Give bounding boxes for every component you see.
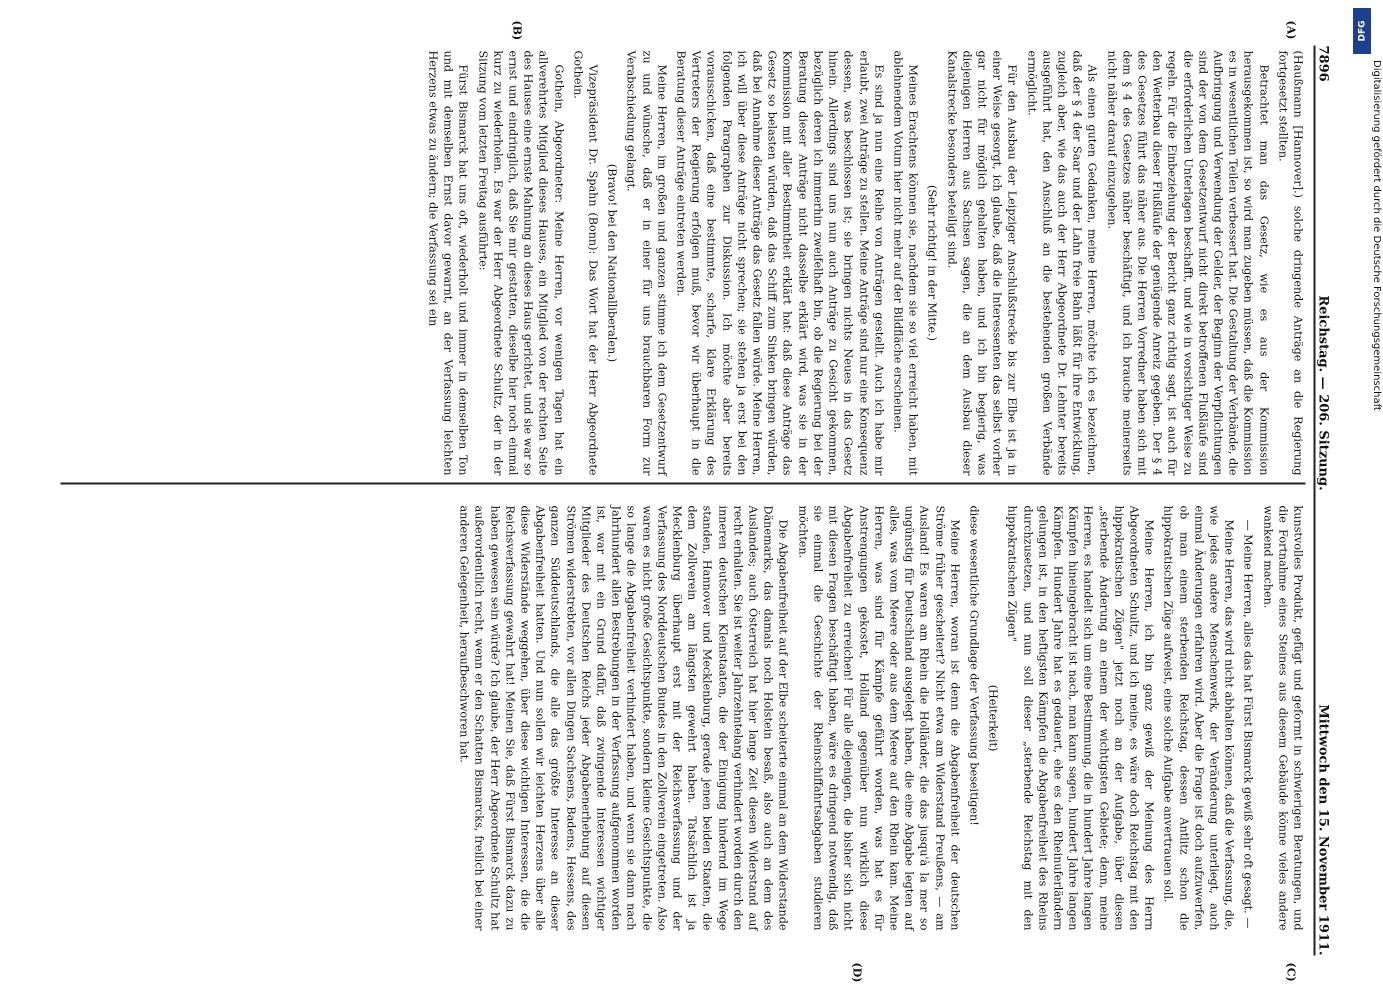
paragraph: Betrachtet man das Gesetz, wie es aus der Kommission herausgekommen ist, so wird man zugeben müssen, daß die Kommission es in wesentlichen Teilen verbessert hat. Die Gestaltung der Verbände, die Aufbringung und Verwendung der Gelder, der Beginn der Verpflichtungen sind der von dem Gesetzentwurf nicht direkt betroffenen Flußläufe sind die erforderlichen Unterlagen beschafft, und wie in vorsichtiger Weise zu regeln. Für die Einbeziehung der Bericht ganz richtig sagt, ist auch für den Wetterbau dieser Flußläufe der genügende Anreiz gegeben. Der § 4 des Gesetzes führt das näher aus. Die Herren Vorredner haben sich mit dem § 4 des Gesetzes näher beschäftigt, und ich brauche meinerseits nicht näher darauf einzugehen. (1104, 50, 1270, 476)
paragraph: Meine Herren, ich bin ganz gewiß der Meinung des Herrn Abgeordneten Schultz, und ich meine, es wäre doch Reichstag mit den hippokratischen Zügen" jetzt noch an der Aufgabe, über diesen „sterbende Änderung an einem der wichtigsten Gebiete; denn, meine Herren, es handelt sich um eine Bestimmung, die in hundert Jahre langen Kämpfen hineingebracht ist nach, man kann sagen, hundert Jahre langen Kämpfen. Hundert Jahre hat es gedauert, ehe es den Rheinuferländern gelungen ist, in den heftigsten Kämpfen die Abgabenfreiheit des Rheins durchzusetzen, und nun soll dieser „sterbende Reichstag mit den hippokratischen Zügen" (1005, 505, 1156, 931)
paragraph: — Meine Herren, alles das hat Fürst Bismarck gewiß sehr oft gesagt. — (1241, 519, 1255, 929)
interjection: (Heiterkeit) (986, 684, 1000, 752)
paragraph: Meine Herren, das wird nicht abhalten können, daß die Verfassung, die, wie jedes andere Menschenwerk, der Veränderung unterliegt, auch einmal Änderungen erfahren wird. Aber die Frage ist doch aufzuwerfen, ob man einem sterbenden Reichstag, dessen Antlitz schon die hippokratischen Züge aufweist, eine solche Aufgabe anvertrauen soll. (1161, 505, 1236, 931)
paragraph: Als einen guten Gedanken, meine Herren, möchte ich es bezeichnen, daß der § 4 der Saar und der Lahn freie Bahn läßt für ihre Entwicklung, zugleich aber, wie das auch der Herr Abgeordnete Dr. Lehnter bereits ausgeführt hat, den Anschluß an die bestehenden großen Verbände ermöglicht. (1024, 50, 1099, 476)
column-divider (60, 483, 1305, 485)
paragraph: diese wesentliche Grundlage der Verfassung beseitigen! (966, 505, 980, 826)
page-header (1313, 46, 1343, 956)
paragraph: (Haußmann [Hannover].) solche dringende Anträge an die Regierung fortgesetzt stellten. (1275, 50, 1304, 476)
paragraph: Meine Herren, im großen und ganzen stimme ich dem Gesetzentwurf zu und wünsche, daß er in einer für uns brauchbaren Form zur Verabschiedung gelangt. (624, 50, 668, 476)
page-number: 7896 (1315, 45, 1330, 82)
session-title: Reichstag. — 206. Sitzung. (1315, 295, 1330, 491)
margin-mark-a: (A) (1284, 20, 1297, 40)
digitization-note: Digitalisierung gefördert durch die Deutsche Forschungsgemeinschaft (1371, 60, 1382, 411)
quotation: Fürst Bismarck hat uns oft, wiederholt und immer in demselben Ton und mit demselben Ernst davor gewarnt, an der Verfassung leichten Herzens etwas zu ändern; die Verfassung sei ein (426, 50, 470, 476)
margin-mark-b: (B) (510, 20, 523, 41)
paragraph: kunstvolles Produkt, gefügt und geformt in schwierigen Beratungen, und die Fortnahme eines Steines aus diesem Gebäude könne vieles andere wankend machen. (1260, 505, 1304, 931)
left-column (60, 51, 1305, 476)
margin-mark-d: (D) (850, 962, 863, 983)
margin-mark-c: (C) (1284, 962, 1297, 982)
paragraph: Die Abgabenfreiheit auf der Elbe scheiterte einmal an dem Widerstande Dänemarks, das damals noch Holstein besaß, also auch an dem des Auslandes; auch Österreich hat hier lange Zeit diesen Widerstand auf recht erhalten. Sie ist weiter Jahrzehntelang verhindert worden durch den inneren deutschen Kleinstaaten, die der Einigung hindernd im Wege standen, Hannover und Mecklenburg, gerade jenen beiden Staaten, die dem Zollverein am längsten gewehrt haben. Tatsächlich ist ja Mecklenburg überhaupt erst mit der Reichsverfassung und der Verfassung des Norddeutschen Bundes in den Zollverein eingetreten. Also waren es nicht große Gesichtspunkte, sondern kleine Gesichtspunkte, die so lange die Abgabenfreiheit verhindert haben, und wenn sie dann nach Jahrhundert allen Bestrebungen in der Verfassung aufgenommen worden ist, war mit ein Grund dafür, daß zwingende Interessen wichtiger Mitglieder des Deutschen Reichs jeder Abgabenerhebung auf diesen Strömen widerstrebten, vor allen Dingen Sachsens, Badens, Hessens, des ganzen Süddeutschlands, die alle das größte Interesse an dieser Abgabenfreiheit hatten. Und nun sollen wir leichten Herzens über alle diese Widerstände weggehen, über diese wichtigen Interessen, die die Reichsverfassung gewahrt hat! Meinen Sie, daß Fürst Bismarck dazu zu haben gewesen sein würde? Ich glaube, der Herr Abgeordnete Schultz hat außerordentlich recht, wenn er den Schatten Bismarcks, freilich bei einer anderen Gelegenheit, heraufbeschworen hat. (457, 505, 790, 931)
paragraph: Meines Erachtens können sie, nachdem sie so viel erreicht haben, mit ablehnendem Votum hier nicht mehr auf der Bildfläche erscheinen. (890, 50, 920, 476)
session-date: Mittwoch den 15. November 1911. (1315, 704, 1330, 956)
right-column (60, 506, 1305, 931)
paragraph: Vizepräsident Dr. Spahn (Bonn): Das Wort hat der Herr Abgeordnete Gothein. (570, 50, 600, 476)
interjection: (Sehr richtig! in der Mitte.) (925, 184, 939, 342)
interjection: (Bravo! bei den Nationalliberalen.) (605, 163, 619, 363)
paragraph: Gothein, Abgeordneter: Meine Herren, vor wenigen Tagen hat ein allverehrtes Mitglied dieses Hauses, ein Mitglied von der rechten Seite des Hauses eine ernste Mahnung an dieses Haus gerichtet, und sie war so ernst und eindringlich, daß Sie mir gestatten, dieselbe hier noch einmal kurz zu wiederholen. Es war der Herr Abgeordnete Schultz, der in der Sitzung vom letzten Freitag ausführte: (475, 50, 565, 476)
dfg-logo: DFG (1353, 8, 1371, 54)
paragraph: Es sind ja nun eine Reihe von Anträgen gestellt. Auch ich habe mir erlaubt, zwei Anträge zu stellen. Meine Anträge sind nur eine Konsequenz dessen, was beschlossen ist; sie bringen nichts Neues in das Gesetz hinein. Allerdings sind uns nun auch Anträge zu Gesicht gekommen, bezüglich deren ich immerhin zweifelhaft bin, ob die Regierung bei der Beratung dieser Anträge nicht dasselbe erklärt wird, was sie in der Kommission mit aller Bestimmtheit erklärt hat: daß diese Anträge das Gesetz so belasten würden, daß das Schiff zum Sinken bringen würden, daß bei Annahme dieser Anträge das Gesetz fallen würde. Meine Herren, ich will über diese Anträge nicht sprechen; sie stehen ja erst bei den folgenden Paragraphen zur Diskussion. Ich möchte aber bereits vorausschicken, daß eine bestimmte, scharfe, klare Erklärung des Vertreters der Regierung erfolgen muß, bevor wir überhaupt in die Beratung dieser Anträge eintreten werden. (674, 50, 885, 476)
document-page (0, 1, 1383, 1001)
paragraph: Für den Ausbau der Leipziger Anschlußstrecke bis zur Elbe ist ja in einer Weise gesorgt, ich glaube, daß die Interessenten das selbst vorher gar nicht für möglich gehalten haben, und ich bin begierig, was diejenigen Herren aus Sachsen sagen, die an dem Ausbau dieser Kanalstrecke besonders beteiligt sind. (944, 50, 1019, 476)
paragraph: Meine Herren, woran ist denn die Abgabenfreiheit der deutschen Ströme früher gescheitert? Nicht etwa am Widerstand Preußens, — am Ausland! Es waren am Rhein die Holländer, die das jusqu'à la mer so ungünstig für Deutschland ausgelegt haben, die eine Abgabe legten auf alles, was vom Meere oder aus dem Meere auf den Rhein kam. Meine Herren, was sind für Kämpfe geführt worden, was hat es für Anstrengungen gekostet, Holland gegenüber nun wirklich diese Abgabenfreiheit zu erreichen! Für alle diejenigen, die bisher sich nicht mit diesen Fragen beschäftigt haben, wäre es dringend notwendig, daß sie einmal die Geschichte der Rheinschiffahrtsabgaben studieren möchten. (795, 505, 961, 931)
